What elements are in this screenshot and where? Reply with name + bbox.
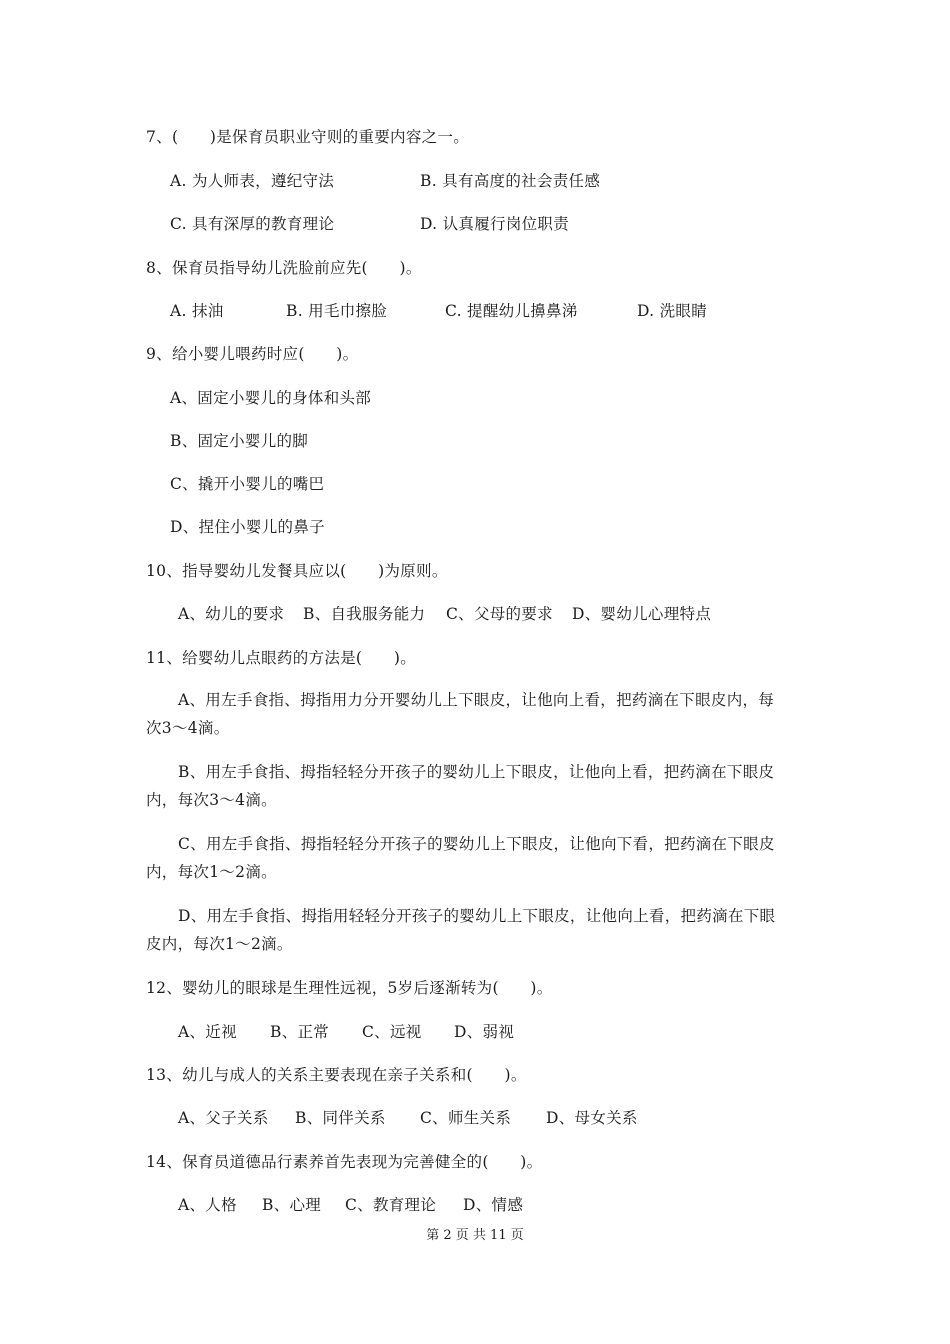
option-a: A、人格 bbox=[178, 1196, 237, 1214]
question-12-stem: 12、婴幼儿的眼球是生理性远视，5岁后逐渐转为( )。 bbox=[146, 979, 553, 997]
option-d: D、弱视 bbox=[454, 1023, 515, 1041]
question-11-option-d-line1: D、用左手食指、拇指用轻轻分开孩子的婴幼儿上下眼皮，让他向上看，把药滴在下眼 bbox=[178, 907, 776, 925]
option-c: C. 具有深厚的教育理论 bbox=[170, 215, 335, 233]
question-13-stem: 13、幼儿与成人的关系主要表现在亲子关系和( )。 bbox=[146, 1066, 527, 1084]
question-10-stem: 10、指导婴幼儿发餐具应以( )为原则。 bbox=[146, 562, 448, 580]
option-c: C、教育理论 bbox=[345, 1196, 437, 1214]
question-9-option-c: C、撬开小婴儿的嘴巴 bbox=[170, 475, 325, 493]
question-11-option-d-line2: 皮内，每次1～2滴。 bbox=[146, 935, 293, 953]
question-9-option-d: D、捏住小婴儿的鼻子 bbox=[170, 518, 325, 536]
option-b: B、自我服务能力 bbox=[303, 605, 426, 623]
option-b: B. 具有高度的社会责任感 bbox=[420, 172, 601, 190]
option-c: C、父母的要求 bbox=[446, 605, 553, 623]
option-a: A、父子关系 bbox=[178, 1109, 269, 1127]
option-b: B、同伴关系 bbox=[295, 1109, 386, 1127]
question-11-option-a-line2: 次3～4滴。 bbox=[146, 719, 230, 737]
question-7-stem: 7、( )是保育员职业守则的重要内容之一。 bbox=[146, 128, 470, 146]
question-11-option-b-line1: B、用左手食指、拇指轻轻分开孩子的婴幼儿上下眼皮，让他向上看，把药滴在下眼皮 bbox=[178, 763, 775, 781]
option-b: B、正常 bbox=[270, 1023, 330, 1041]
question-11-option-c-line1: C、用左手食指、拇指轻轻分开孩子的婴幼儿上下眼皮，让他向下看，把药滴在下眼皮 bbox=[178, 835, 775, 853]
question-9-option-b: B、固定小婴儿的脚 bbox=[170, 432, 309, 450]
option-d: D. 认真履行岗位职责 bbox=[420, 215, 570, 233]
page-number-footer: 第 2 页 共 11 页 bbox=[426, 1228, 524, 1243]
question-11-option-c-line2: 内，每次1～2滴。 bbox=[146, 863, 277, 881]
option-b: B. 用毛巾擦脸 bbox=[286, 302, 388, 320]
question-11-option-b-line2: 内，每次3～4滴。 bbox=[146, 791, 277, 809]
question-9-option-a: A、固定小婴儿的身体和头部 bbox=[170, 389, 372, 407]
option-a: A. 抹油 bbox=[170, 302, 224, 320]
option-d: D. 洗眼睛 bbox=[637, 302, 708, 320]
option-a: A、近视 bbox=[178, 1023, 237, 1041]
question-8-stem: 8、保育员指导幼儿洗脸前应先( )。 bbox=[146, 259, 422, 277]
option-c: C、远视 bbox=[362, 1023, 422, 1041]
option-d: D、情感 bbox=[463, 1196, 524, 1214]
option-d: D、婴幼儿心理特点 bbox=[572, 605, 712, 623]
option-c: C、师生关系 bbox=[420, 1109, 512, 1127]
option-b: B、心理 bbox=[262, 1196, 322, 1214]
question-14-stem: 14、保育员道德品行素养首先表现为完善健全的( )。 bbox=[146, 1153, 543, 1171]
question-9-stem: 9、给小婴儿喂药时应( )。 bbox=[146, 345, 359, 363]
option-a: A、幼儿的要求 bbox=[178, 605, 285, 623]
option-a: A. 为人师表，遵纪守法 bbox=[170, 172, 335, 190]
option-c: C. 提醒幼儿擤鼻涕 bbox=[445, 302, 578, 320]
option-d: D、母女关系 bbox=[546, 1109, 638, 1127]
question-11-option-a-line1: A、用左手食指、拇指用力分开婴幼儿上下眼皮，让他向上看，把药滴在下眼皮内，每 bbox=[178, 691, 775, 709]
question-11-stem: 11、给婴幼儿点眼药的方法是( )。 bbox=[146, 649, 417, 667]
